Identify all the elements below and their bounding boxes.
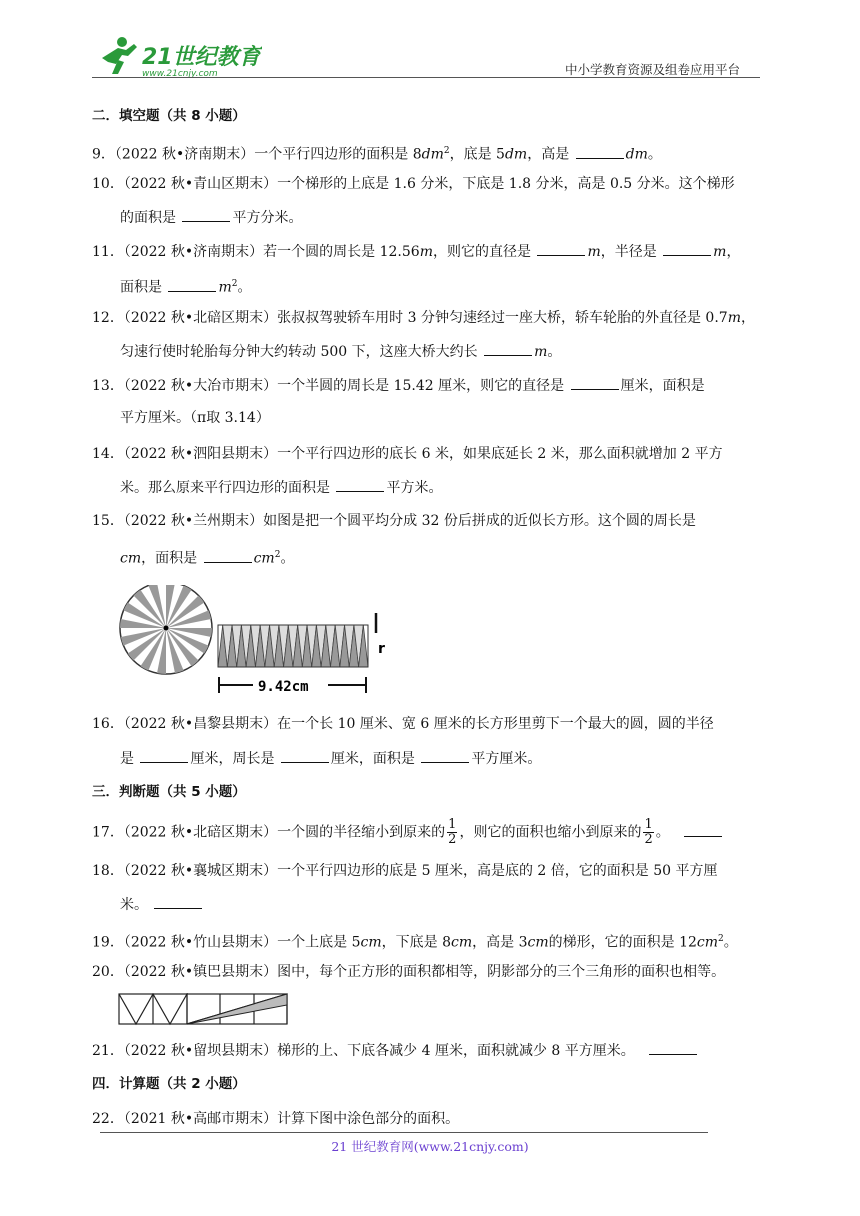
question-15: 15．（2022 秋•兰州期末）如图是把一个圆平均分成 32 份后拼成的近似长方形。这个圆的周长是 <box>92 513 696 529</box>
section-title: 三．判断题（共 5 小题） <box>92 784 246 800</box>
answer-blank[interactable] <box>537 241 585 256</box>
answer-blank[interactable] <box>336 477 384 492</box>
fraction: $\frac{1}{2}$ <box>644 817 653 847</box>
answer-blank[interactable] <box>281 748 329 763</box>
question-15-cont: cm，面积是 $cm^2$。 <box>120 545 294 569</box>
question-20: 20．（2022 秋•镇巴县期末）图中，每个正方形的面积都相等，阴影部分的三个三角形的面积也相等。 <box>92 964 726 980</box>
question-16: 16．（2022 秋•昌黎县期末）在一个长 10 厘米、宽 6 厘米的长方形里剪下一个最大的圆，圆的半径 <box>92 716 714 732</box>
length-label: 9.42cm <box>258 679 309 695</box>
question-12: 12．（2022 秋•北碚区期末）张叔叔驾驶轿车用时 3 分钟匀速经过一座大桥，轿车轮胎的外直径是 0.7m， <box>92 310 755 326</box>
section-title: 二．填空题（共 8 小题） <box>92 108 246 124</box>
fraction: $\frac{1}{2}$ <box>448 817 457 847</box>
section-title: 四．计算题（共 2 小题） <box>92 1076 246 1092</box>
question-14-cont: 米。那么原来平行四边形的面积是 平方米。 <box>120 477 442 498</box>
squares-triangles-figure <box>118 993 290 1027</box>
footer-divider <box>100 1132 708 1133</box>
answer-blank[interactable] <box>663 241 711 256</box>
answer-blank[interactable] <box>571 375 619 390</box>
answer-blank[interactable] <box>649 1040 697 1055</box>
answer-blank[interactable] <box>204 548 252 563</box>
question-21: 21．（2022 秋•留坝县期末）梯形的上、下底各减少 4 厘米，面积就减少 8 平方厘米。 <box>92 1040 699 1061</box>
question-13-cont: 平方厘米。（π取 3.14） <box>120 410 270 426</box>
header-divider <box>92 77 760 78</box>
answer-blank[interactable] <box>154 894 202 909</box>
question-16-cont: 是 厘米，周长是 厘米，面积是 平方厘米。 <box>120 748 541 769</box>
question-11-cont: 面积是 $m^2$。 <box>120 274 251 298</box>
answer-blank[interactable] <box>576 144 624 159</box>
question-19: 19．（2022 秋•竹山县期末）一个上底是 5cm，下底是 8cm，高是 3cm的梯形，它的面积是 $12cm^2$。 <box>92 934 738 951</box>
question-9: 9．（2022 秋•济南期末）一个平行四边形的面积是 $8dm^2$，底是 5dm，高是 dm。 <box>92 141 662 165</box>
question-10: 10．（2022 秋•青山区期末）一个梯形的上底是 1.6 分米，下底是 1.8 分米，高是 0.5 分米。这个梯形 <box>92 176 735 192</box>
site-logo <box>92 30 262 80</box>
question-13: 13．（2022 秋•大冶市期末）一个半圆的周长是 15.42 厘米，则它的直径是 厘米，面积是 <box>92 375 705 396</box>
answer-blank[interactable] <box>140 748 188 763</box>
logo-url: www.21cnjy.com <box>142 69 218 79</box>
divided-circle <box>120 585 212 674</box>
answer-blank[interactable] <box>182 207 230 222</box>
question-10-cont: 的面积是 平方分米。 <box>120 207 302 228</box>
header-platform-text: 中小学教育资源及组卷应用平台 <box>565 62 741 77</box>
question-18-cont: 米。 <box>120 894 204 915</box>
question-12-cont: 匀速行使时轮胎每分钟大约转动 500 下，这座大桥大约长 m。 <box>120 341 561 362</box>
question-14: 14．（2022 秋•泗阳县期末）一个平行四边形的底长 6 米，如果底延长 2 米，那么面积就增加 2 平方 <box>92 446 723 462</box>
answer-blank[interactable] <box>484 341 532 356</box>
footer-link[interactable]: 21 世纪教育网(www.21cnjy.com) <box>331 1139 529 1154</box>
circle-rectangle-figure <box>118 585 398 700</box>
answer-blank[interactable] <box>168 277 216 292</box>
approx-rectangle <box>218 625 368 667</box>
question-11: 11．（2022 秋•济南期末）若一个圆的周长是 12.56m，则它的直径是 m，半径是 m， <box>92 241 740 262</box>
question-22: 22．（2021 秋•高邮市期末）计算下图中涂色部分的面积。 <box>92 1111 460 1127</box>
radius-label: r <box>378 641 385 657</box>
question-18: 18．（2022 秋•襄城区期末）一个平行四边形的底是 5 厘米，高是底的 2 倍，它的面积是 50 平方厘 <box>92 863 718 879</box>
answer-blank[interactable] <box>684 822 722 837</box>
logo-text: 21世纪教育 <box>142 45 261 70</box>
question-17: 17．（2022 秋•北碚区期末）一个圆的半径缩小到原来的 $\frac{1}{2}$ ，则它的面积也缩小到原来的 $\frac{1}{2}$ 。 <box>92 818 724 847</box>
answer-blank[interactable] <box>421 748 469 763</box>
